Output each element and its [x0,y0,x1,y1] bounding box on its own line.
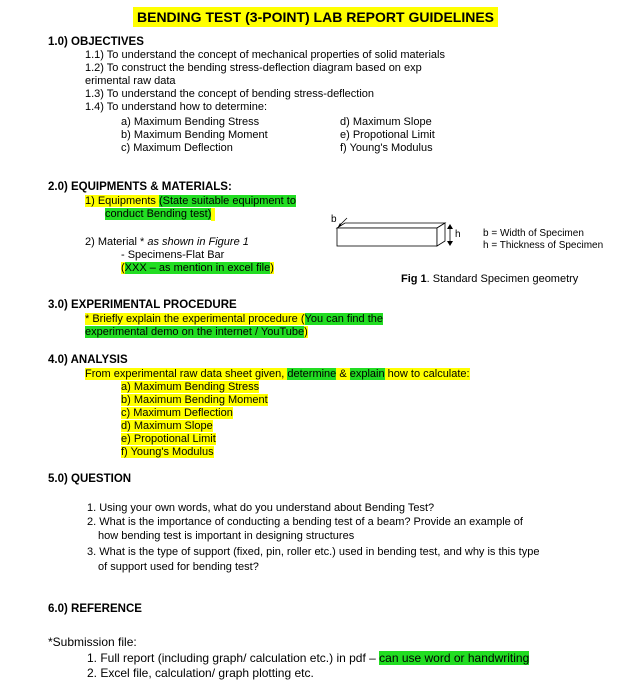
procedure-demo-note: You can find the [304,313,384,325]
reference-heading: 6.0) REFERENCE [48,603,142,615]
question-item-continued: how bending test is important in designing structures [98,530,355,542]
material-figure-ref: as shown in Figure 1 [147,236,249,248]
analysis-item [121,420,213,433]
material-prefix: 2) Material * [85,236,148,248]
analysis-item-text: d) Maximum Slope [121,420,213,432]
analysis-intro-c: how to calculate: [384,368,470,380]
analysis-item [121,446,214,459]
procedure-close: ) [304,326,308,338]
analysis-item-text: a) Maximum Bending Stress [121,381,260,393]
analysis-item-text: e) Propotional Limit [121,433,216,445]
procedure-text: * Briefly explain the experimental procedure ( [85,313,305,325]
submission-note: can use word or handwriting [379,651,530,665]
specimen-top-face [337,223,445,228]
analysis-intro [85,368,470,381]
material-note-close: ) [270,262,274,274]
material-note [121,262,274,275]
figure-h-label: h [455,229,461,240]
question-item: 3. What is the type of support (fixed, pin, roller etc.) used in bending test, and why is this type [87,546,540,558]
analysis-item [121,433,216,446]
question-item: 2. What is the importance of conducting a bending test of a beam? Provide an example of [87,516,523,528]
equipment-item [85,195,296,208]
determine-item: c) Maximum Deflection [121,142,233,154]
submission-item-text: 1. Full report (including graph/ calculation etc.) in pdf – [87,651,380,665]
determine-item: a) Maximum Bending Stress [121,116,260,128]
determine-item: f) Young's Modulus [340,142,433,154]
analysis-item-text: b) Maximum Bending Moment [121,394,268,406]
analysis-explain: explain [349,368,385,380]
page-title: BENDING TEST (3-POINT) LAB REPORT GUIDELINES [133,7,498,27]
submission-item [87,652,529,665]
analysis-item [121,394,268,407]
equipment-note: (State suitable equipment to [158,195,296,207]
specimen-figure [325,212,465,254]
objectives-heading: 1.0) OBJECTIVES [48,36,144,48]
question-item: 1. Using your own words, what do you understand about Bending Test? [87,502,435,514]
material-sub: - Specimens-Flat Bar [121,249,225,261]
question-item-continued: of support used for bending test? [98,561,259,573]
equipments-heading: 2.0) EQUIPMENTS & MATERIALS: [48,181,232,193]
submission-item: 2. Excel file, calculation/ graph plotting etc. [87,666,314,680]
analysis-item [121,381,259,394]
figure-b-label: b [331,214,337,225]
material-note-text: XXX – as mention in excel file [124,262,271,274]
determine-item: b) Maximum Bending Moment [121,129,268,141]
equipment-note-line2: conduct Bending test) [105,208,212,220]
legend-thickness: h = Thickness of Specimen [483,240,604,251]
analysis-intro-a: From experimental raw data sheet given, [85,368,288,380]
objective-item-continued: erimental raw data [85,75,176,87]
procedure-line [85,313,383,326]
analysis-heading: 4.0) ANALYSIS [48,354,128,366]
analysis-determine: determine [287,368,337,380]
equipment-prefix: 1) Equipments [85,195,159,207]
question-heading: 5.0) QUESTION [48,473,132,485]
analysis-item [121,407,233,420]
procedure-line-continued [85,326,308,339]
figure-caption [401,273,578,286]
objective-item: 1.3) To understand the concept of bending stress-deflection [85,88,375,100]
procedure-demo-note-line2: experimental demo on the internet / YouTube [85,326,305,338]
determine-item: e) Propotional Limit [340,129,435,141]
figure-h-arrowhead-top [447,224,453,229]
determine-item: d) Maximum Slope [340,116,432,128]
figure-h-arrowhead-bottom [447,241,453,246]
material-note-open: ( [121,262,125,274]
analysis-item-text: f) Young's Modulus [121,446,214,458]
submission-heading: *Submission file: [48,635,137,649]
procedure-heading: 3.0) EXPERIMENTAL PROCEDURE [48,299,237,311]
objective-item: 1.2) To construct the bending stress-deflection diagram based on exp [85,62,422,74]
legend-width: b = Width of Specimen [483,228,584,239]
objective-item: 1.4) To understand how to determine: [85,101,268,113]
objective-item: 1.1) To understand the concept of mechanical properties of solid materials [85,49,445,61]
figure-caption-text: . Standard Specimen geometry [426,273,579,285]
analysis-item-text: c) Maximum Deflection [121,407,233,419]
analysis-intro-b: & [336,368,350,380]
figure-caption-label: Fig 1 [401,273,427,285]
material-item [85,236,249,249]
equipment-note-continued [105,208,215,221]
specimen-front-face [337,228,437,246]
